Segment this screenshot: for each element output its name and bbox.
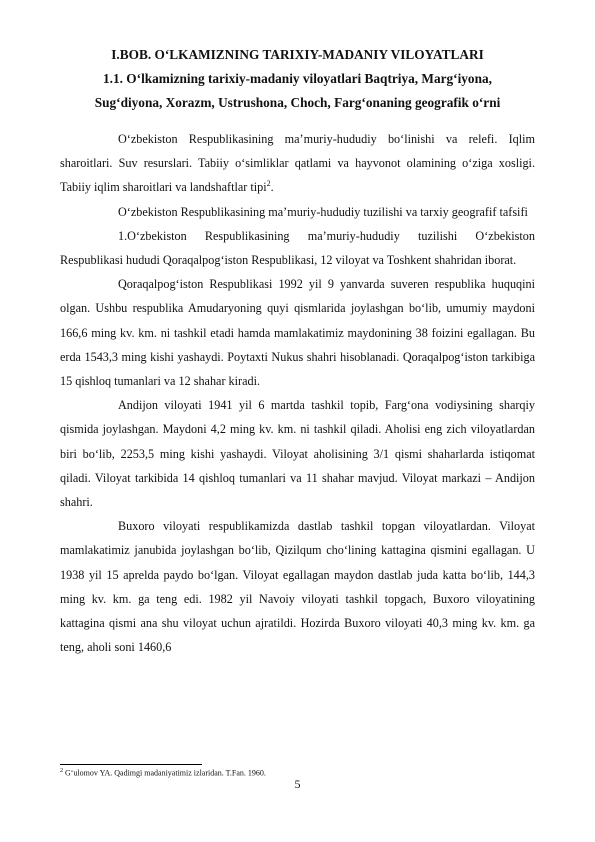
section-title-line-2: Sug‘diyona, Xorazm, Ustrushona, Choch, Farg‘onaning geografik o‘rni <box>94 95 501 110</box>
footnote-divider <box>60 764 202 765</box>
heading-block <box>60 43 535 115</box>
paragraph-4: Qoraqalpog‘iston Respublikasi 1992 yil 9 yanvarda suveren respublika huquqini olgan. Ushbu respublika Amudaryoning quyi qismlarida joylashgan bo‘lib, umumiy maydoni 166,6 ming kv. km. ni tashkil etadi hamda mamlakatimiz maydonining 38 foizini egallagan. Bu erda 1543,3 ming kishi yashaydi. Poytaxti Nukus shahri hisoblanadi. Qoraqalpog‘iston tarkibiga 15 qishloq tumanlari va 12 shahar kiradi. <box>60 277 535 389</box>
section-title-line-1: 1.1. O‘lkamizning tarixiy-madaniy viloyatlari Baqtriya, Marg‘iyona, <box>103 71 492 86</box>
footnote-marker: 2 <box>60 768 63 774</box>
paragraph-5: Andijon viloyati 1941 yil 6 martda tashkil topib, Farg‘ona vodiysining sharqiy qismida joylashgan. Maydoni 4,2 ming kv. km. ni tashkil qiladi. Aholisi eng zich viloyatlardan biri bo‘lib, 2253,5 ming kishi yashaydi. Viloyat aholisining 3/1 qismi shaharlarda istiqomat qiladi. Viloyat tarkibida 14 qishloq tumanlari va 11 shahar mavjud. Viloyat markazi – Andijon shahri. <box>60 398 535 510</box>
paragraph-2: O‘zbekiston Respublikasining ma’muriy-hududiy tuzilishi va tarxiy geografif tafsifi <box>118 204 528 219</box>
paragraph-3: 1.O‘zbekiston Respublikasining ma’muriy-hududiy tuzilishi O‘zbekiston Respublikasi hududi Qoraqalpog‘iston Respublikasi, 12 viloyat va Toshkent shahridan iborat. <box>60 228 535 268</box>
paragraph-1: O‘zbekiston Respublikasining ma’muriy-hududiy bo‘linishi va relefi. Iqlim sharoitlari. Suv resurslari. Tabiiy o‘simliklar qatlami va hayvonot olamining o‘ziga xosligi. Tabiiy iqlim sharoitlari va landshaftlar tipi$^2$. <box>60 132 535 195</box>
footnote-reference[interactable]: 2 <box>266 179 271 189</box>
paragraph-1-text: O‘zbekiston Respublikasining ma’muriy-hududiy bo‘linishi va relefi. Iqlim sharoitlari. Suv resurslari. Tabiiy o‘simliklar qatlami va hayvonot olamining o‘ziga xosligi. Tabiiy iqlim sharoitlari va landshaftlar tipi <box>60 132 535 195</box>
chapter-title: I.BOB. O‘LKAMIZNING TARIXIY-MADANIY VILOYATLARI <box>111 47 484 62</box>
page-number: 5 <box>294 777 301 791</box>
paragraph-6: Buxoro viloyati respublikamizda dastlab tashkil topgan viloyatlardan. Viloyat mamlakatimiz janubida joylashgan bo‘lib, Qizilqum cho‘lining kattagina qismini egallagan. U 1938 yil 15 aprelda paydo bo‘lgan. Viloyat egallagan maydon dastlab juda katta bo‘lib, 144,3 ming kv. km. ga teng edi. 1982 yil Navoiy viloyati tashkil topgach, Buxoro viloyatining kattagina qismi ana shu viloyat uchun ajratildi. Hozirda Buxoro viloyati 40,3 ming kv. km. ga teng, aholi soni 1460,6 <box>60 519 535 655</box>
body-text <box>60 127 535 659</box>
footnote-text: G‘ulomov YA. Qadimgi madaniyatimiz izlaridan. T.Fan. 1960. <box>63 768 266 778</box>
